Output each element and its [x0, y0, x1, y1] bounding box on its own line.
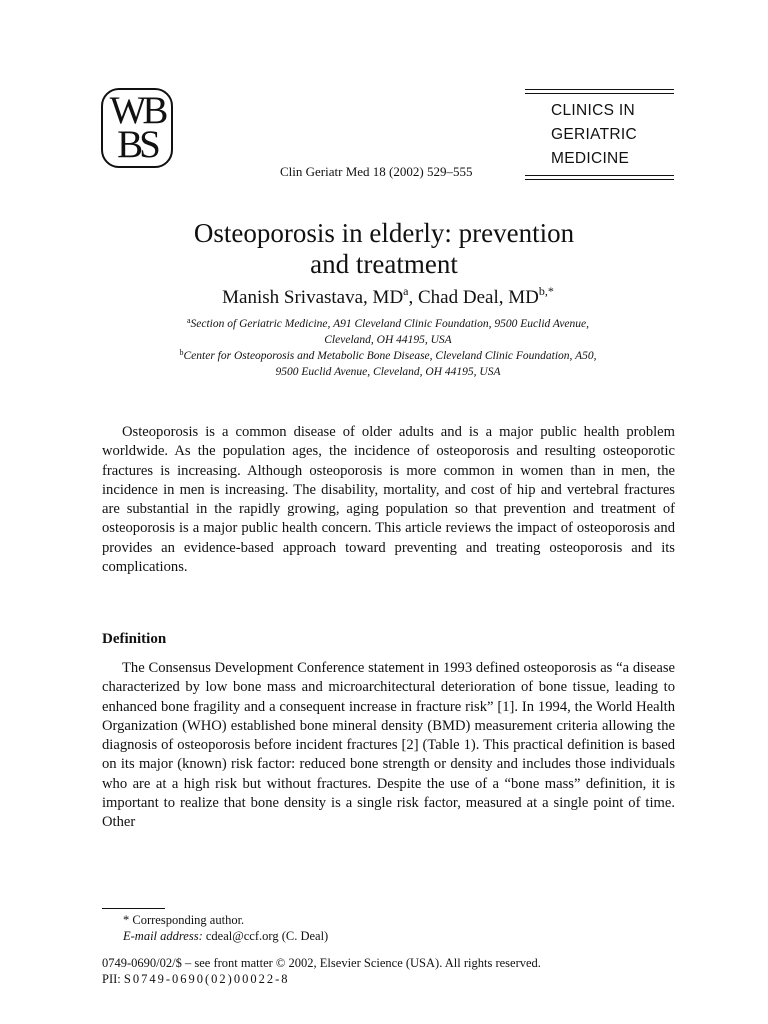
logo-line-1: WB — [109, 89, 165, 132]
pii-label: PII: — [102, 972, 124, 986]
journal-name-line-1: CLINICS IN — [551, 102, 635, 119]
section-body-paragraph: The Consensus Development Conference statement in 1993 defined osteoporosis as “a disease characterized by low bone mass and microarchitectural deterioration of bone tissue, leading to enhanced bone fragility and a consequent increase in fracture risk” [1]. In 1994, the World Health Organization (WHO) established bone mineral density (BMD) measurement criteria allowing the diagnosis of osteoporosis before incident fractures [2] (Table 1). This practical definition is based on its major (known) risk factor: reduced bone strength or density and includes those individuals who are at a high risk but without fractures. Despite the use of a “bone mass” definition, it is important to realize that bone density is a single risk factor, measured at a single point of time. Other — [102, 660, 675, 831]
journal-rule-top-1 — [525, 89, 674, 90]
section-heading: Definition — [102, 631, 167, 647]
article-title-line-1: Osteoporosis in elderly: prevention — [193, 218, 575, 248]
publisher-logo — [101, 88, 173, 168]
journal-name-line-2: GERIATRIC — [551, 126, 637, 143]
email-note — [123, 928, 328, 944]
article-title-line-2: and treatment — [310, 249, 458, 279]
author-separator: , — [408, 287, 418, 308]
journal-rule-top-2 — [525, 93, 674, 94]
author-list — [0, 284, 768, 309]
affiliation-a-line-2: Cleveland, OH 44195, USA — [324, 334, 452, 346]
logo-line-2: BS — [117, 123, 157, 166]
journal-name-line-3: MEDICINE — [551, 150, 630, 167]
author-2-name: Chad Deal, MD — [418, 287, 539, 308]
email-address: cdeal@ccf.org (C. Deal) — [202, 929, 329, 943]
affiliation-a-line-1: Section of Geriatric Medicine, A91 Cleveland Clinic Foundation, 9500 Euclid Avenue, — [190, 318, 590, 330]
affiliation-a-label: a — [186, 316, 191, 325]
copyright-line: 0749-0690/02/$ – see front matter © 2002, Elsevier Science (USA). All rights reserved. — [102, 956, 541, 970]
affiliation-a — [0, 316, 768, 348]
journal-name — [551, 99, 637, 171]
affiliation-b-label: b — [179, 348, 184, 357]
author-1-name: Manish Srivastava, MD — [222, 287, 404, 308]
email-label: E-mail address: — [123, 929, 203, 943]
author-2-affiliation-mark: b,* — [538, 284, 554, 298]
journal-rule-bottom-1 — [525, 175, 674, 176]
journal-rule-bottom-2 — [525, 179, 674, 180]
abstract-paragraph: Osteoporosis is a common disease of older adults and is a major public health problem worldwide. As the population ages, the incidence of osteoporosis and resulting osteoporotic fractures is increasing. Although osteoporosis is more common in women than in men, the incidence in men is increasing. The disability, mortality, and cost of hip and vertebral fractures are substantial in the rapidly growing, aging population so that prevention and treatment of osteoporosis is a major public health concern. This article reviews the impact of osteoporosis and provides an evidence-based approach toward preventing and treating osteoporosis and its complications. — [102, 424, 675, 576]
affiliation-b-line-1: Center for Osteoporosis and Metabolic Bone Disease, Cleveland Clinic Foundation, A50, — [183, 350, 597, 362]
pii-line — [102, 971, 289, 987]
affiliation-b-line-2: 9500 Euclid Avenue, Cleveland, OH 44195, USA — [275, 366, 501, 378]
corresponding-author-note: * Corresponding author. — [123, 913, 245, 927]
pii-value: S0749-0690(02)00022-8 — [123, 972, 290, 986]
author-1-affiliation-mark: a — [403, 284, 409, 298]
affiliation-b — [0, 348, 768, 380]
article-title — [0, 218, 768, 280]
footnote-rule — [102, 908, 165, 909]
journal-citation: Clin Geriatr Med 18 (2002) 529–555 — [280, 164, 473, 179]
